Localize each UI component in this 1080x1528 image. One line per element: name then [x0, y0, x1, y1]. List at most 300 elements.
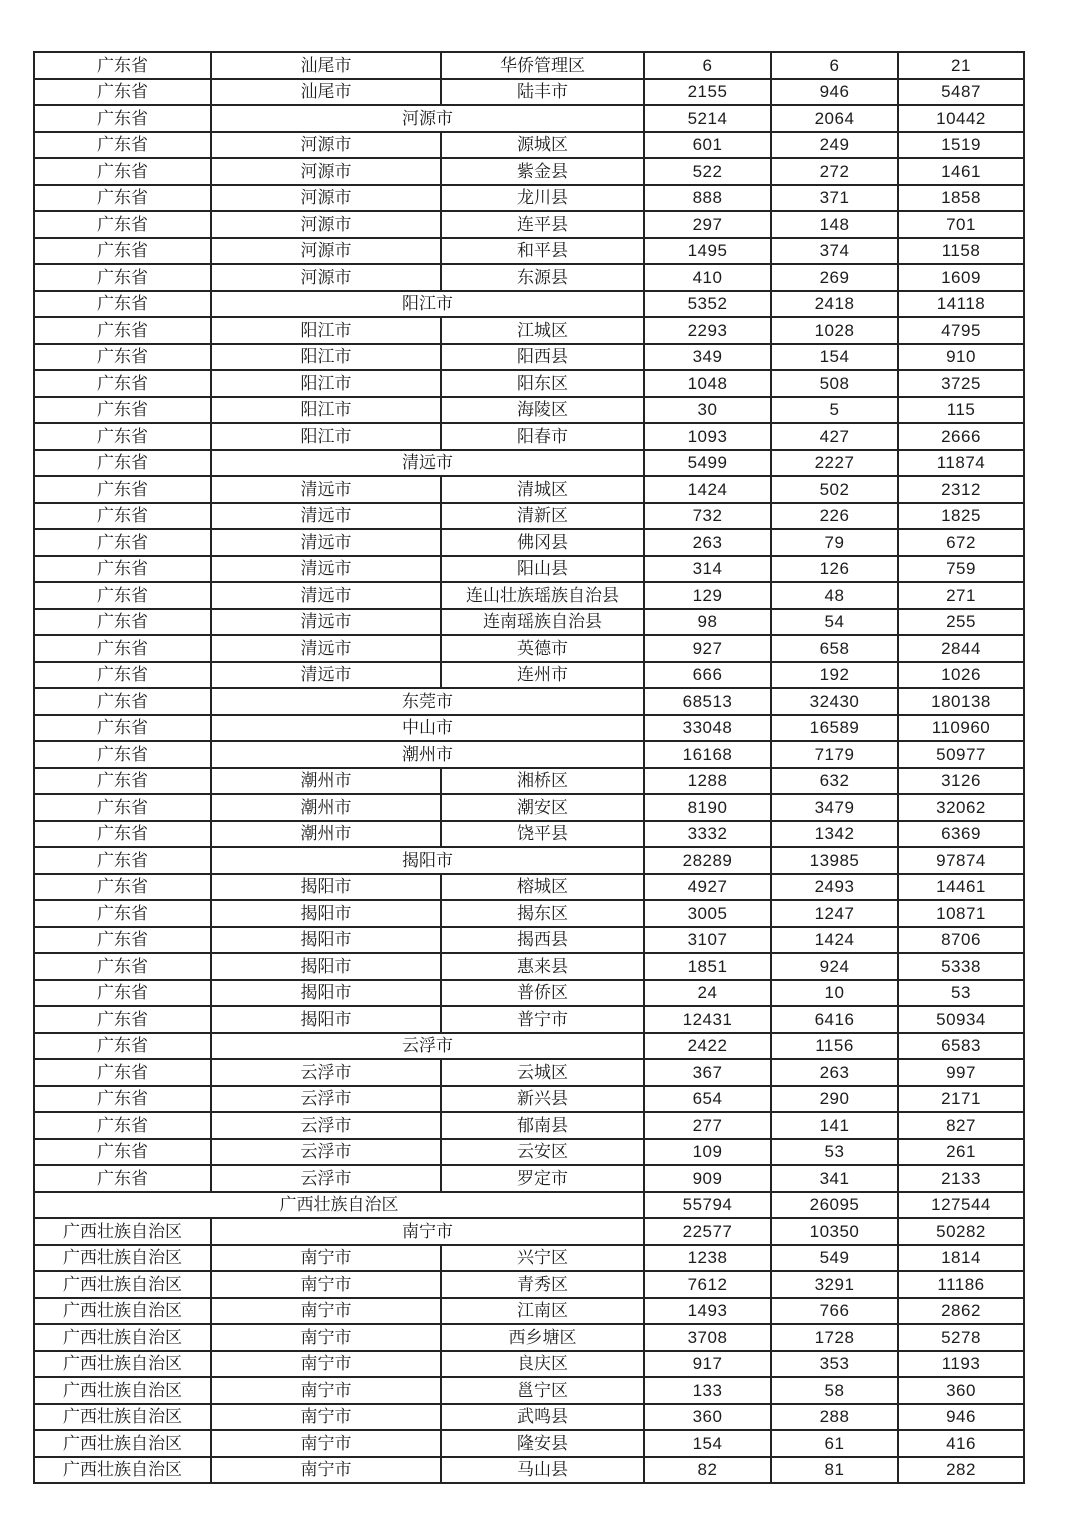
city-cell: 阳江市 [211, 423, 441, 450]
city-cell: 南宁市 [211, 1218, 644, 1245]
value-cell: 22577 [644, 1218, 771, 1245]
district-cell: 紫金县 [441, 158, 644, 185]
city-cell: 清远市 [211, 662, 441, 689]
value-cell: 1288 [644, 768, 771, 795]
value-cell: 1609 [898, 264, 1024, 291]
value-cell: 4795 [898, 317, 1024, 344]
value-cell: 2227 [771, 450, 898, 477]
value-cell: 263 [771, 1059, 898, 1086]
city-cell: 云浮市 [211, 1139, 441, 1166]
value-cell: 55794 [644, 1192, 771, 1219]
table-row [34, 264, 1024, 291]
province-cell: 广东省 [34, 847, 211, 874]
value-cell: 1814 [898, 1245, 1024, 1272]
city-cell: 阳江市 [211, 370, 441, 397]
value-cell: 4927 [644, 874, 771, 901]
value-cell: 946 [771, 79, 898, 106]
table-row [34, 794, 1024, 821]
value-cell: 81 [771, 1457, 898, 1484]
value-cell: 13985 [771, 847, 898, 874]
value-cell: 360 [898, 1377, 1024, 1404]
value-cell: 341 [771, 1165, 898, 1192]
table-row [34, 52, 1024, 79]
value-cell: 1519 [898, 132, 1024, 159]
district-cell: 兴宁区 [441, 1245, 644, 1272]
value-cell: 3005 [644, 900, 771, 927]
value-cell: 154 [771, 344, 898, 371]
value-cell: 288 [771, 1404, 898, 1431]
table-row [34, 476, 1024, 503]
value-cell: 53 [771, 1139, 898, 1166]
province-cell: 广西壮族自治区 [34, 1324, 211, 1351]
province-cell: 广东省 [34, 821, 211, 848]
value-cell: 50282 [898, 1218, 1024, 1245]
table-row [34, 344, 1024, 371]
value-cell: 927 [644, 635, 771, 662]
table-row [34, 927, 1024, 954]
city-cell: 南宁市 [211, 1404, 441, 1431]
province-cell: 广东省 [34, 476, 211, 503]
value-cell: 11874 [898, 450, 1024, 477]
province-cell: 广东省 [34, 317, 211, 344]
value-cell: 360 [644, 1404, 771, 1431]
district-cell: 武鸣县 [441, 1404, 644, 1431]
value-cell: 2422 [644, 1033, 771, 1060]
table-row [34, 158, 1024, 185]
value-cell: 12431 [644, 1006, 771, 1033]
table-row [34, 1218, 1024, 1245]
value-cell: 16589 [771, 715, 898, 742]
table-row [34, 132, 1024, 159]
value-cell: 632 [771, 768, 898, 795]
value-cell: 427 [771, 423, 898, 450]
city-cell: 揭阳市 [211, 927, 441, 954]
province-cell: 广西壮族自治区 [34, 1404, 211, 1431]
city-cell: 阳江市 [211, 317, 441, 344]
province-cell: 广东省 [34, 688, 211, 715]
table-row [34, 185, 1024, 212]
city-cell: 东莞市 [211, 688, 644, 715]
value-cell: 997 [898, 1059, 1024, 1086]
value-cell: 7179 [771, 741, 898, 768]
value-cell: 1424 [771, 927, 898, 954]
value-cell: 924 [771, 953, 898, 980]
province-cell: 广东省 [34, 768, 211, 795]
value-cell: 888 [644, 185, 771, 212]
district-cell: 青秀区 [441, 1271, 644, 1298]
value-cell: 10350 [771, 1218, 898, 1245]
value-cell: 1825 [898, 503, 1024, 530]
value-cell: 732 [644, 503, 771, 530]
value-cell: 3479 [771, 794, 898, 821]
value-cell: 10 [771, 980, 898, 1007]
province-cell: 广西壮族自治区 [34, 1377, 211, 1404]
value-cell: 1238 [644, 1245, 771, 1272]
table-row [34, 291, 1024, 318]
district-cell: 阳山县 [441, 556, 644, 583]
table-row [34, 450, 1024, 477]
district-cell: 英德市 [441, 635, 644, 662]
value-cell: 3708 [644, 1324, 771, 1351]
value-cell: 1858 [898, 185, 1024, 212]
district-cell: 佛冈县 [441, 529, 644, 556]
table-row [34, 211, 1024, 238]
value-cell: 6 [644, 52, 771, 79]
value-cell: 10871 [898, 900, 1024, 927]
city-cell: 潮州市 [211, 741, 644, 768]
city-cell: 云浮市 [211, 1033, 644, 1060]
table-row [34, 105, 1024, 132]
district-cell: 饶平县 [441, 821, 644, 848]
value-cell: 2293 [644, 317, 771, 344]
value-cell: 6 [771, 52, 898, 79]
province-cell: 广东省 [34, 953, 211, 980]
value-cell: 2312 [898, 476, 1024, 503]
district-cell: 西乡塘区 [441, 1324, 644, 1351]
value-cell: 522 [644, 158, 771, 185]
province-cell: 广东省 [34, 609, 211, 636]
table-row [34, 953, 1024, 980]
value-cell: 658 [771, 635, 898, 662]
city-cell: 清远市 [211, 556, 441, 583]
value-cell: 2133 [898, 1165, 1024, 1192]
value-cell: 3332 [644, 821, 771, 848]
value-cell: 666 [644, 662, 771, 689]
province-cell: 广东省 [34, 1139, 211, 1166]
value-cell: 269 [771, 264, 898, 291]
city-cell: 揭阳市 [211, 980, 441, 1007]
value-cell: 367 [644, 1059, 771, 1086]
city-cell: 清远市 [211, 529, 441, 556]
value-cell: 271 [898, 582, 1024, 609]
table-row [34, 980, 1024, 1007]
value-cell: 1158 [898, 238, 1024, 265]
table-row [34, 317, 1024, 344]
province-cell: 广东省 [34, 79, 211, 106]
table-row [34, 1245, 1024, 1272]
province-cell: 广东省 [34, 874, 211, 901]
stats-table-body [34, 52, 1024, 1483]
province-cell: 广东省 [34, 423, 211, 450]
value-cell: 349 [644, 344, 771, 371]
table-row [34, 370, 1024, 397]
value-cell: 6369 [898, 821, 1024, 848]
province-cell: 广西壮族自治区 [34, 1298, 211, 1325]
province-cell: 广西壮族自治区 [34, 1351, 211, 1378]
value-cell: 410 [644, 264, 771, 291]
value-cell: 297 [644, 211, 771, 238]
district-cell: 江城区 [441, 317, 644, 344]
table-row [34, 900, 1024, 927]
province-cell: 广东省 [34, 397, 211, 424]
city-cell: 潮州市 [211, 794, 441, 821]
table-row [34, 1271, 1024, 1298]
value-cell: 1156 [771, 1033, 898, 1060]
city-cell: 阳江市 [211, 291, 644, 318]
province-cell: 广东省 [34, 238, 211, 265]
value-cell: 2844 [898, 635, 1024, 662]
district-cell: 阳西县 [441, 344, 644, 371]
province-cell: 广东省 [34, 132, 211, 159]
value-cell: 53 [898, 980, 1024, 1007]
city-cell: 阳江市 [211, 344, 441, 371]
value-cell: 126 [771, 556, 898, 583]
district-cell: 郁南县 [441, 1112, 644, 1139]
city-cell: 潮州市 [211, 768, 441, 795]
region-statistics-table [33, 51, 1025, 1484]
province-cell: 广东省 [34, 556, 211, 583]
value-cell: 133 [644, 1377, 771, 1404]
province-cell: 广西壮族自治区 [34, 1457, 211, 1484]
value-cell: 1247 [771, 900, 898, 927]
city-cell: 南宁市 [211, 1245, 441, 1272]
district-cell: 江南区 [441, 1298, 644, 1325]
table-row [34, 768, 1024, 795]
district-cell: 龙川县 [441, 185, 644, 212]
district-cell: 东源县 [441, 264, 644, 291]
table-row [34, 556, 1024, 583]
value-cell: 910 [898, 344, 1024, 371]
district-cell: 连山壮族瑶族自治县 [441, 582, 644, 609]
value-cell: 2418 [771, 291, 898, 318]
table-row [34, 1112, 1024, 1139]
value-cell: 946 [898, 1404, 1024, 1431]
province-cell: 广东省 [34, 582, 211, 609]
city-cell: 汕尾市 [211, 52, 441, 79]
value-cell: 180138 [898, 688, 1024, 715]
city-cell: 南宁市 [211, 1298, 441, 1325]
value-cell: 61 [771, 1430, 898, 1457]
value-cell: 3291 [771, 1271, 898, 1298]
city-cell: 揭阳市 [211, 900, 441, 927]
table-row [34, 821, 1024, 848]
value-cell: 502 [771, 476, 898, 503]
table-row [34, 662, 1024, 689]
table-row [34, 1324, 1024, 1351]
table-row [34, 1006, 1024, 1033]
table-row [34, 715, 1024, 742]
city-cell: 清远市 [211, 609, 441, 636]
district-cell: 潮安区 [441, 794, 644, 821]
value-cell: 11186 [898, 1271, 1024, 1298]
value-cell: 14461 [898, 874, 1024, 901]
value-cell: 50977 [898, 741, 1024, 768]
city-cell: 潮州市 [211, 821, 441, 848]
district-cell: 连南瑶族自治县 [441, 609, 644, 636]
value-cell: 255 [898, 609, 1024, 636]
value-cell: 7612 [644, 1271, 771, 1298]
district-cell: 海陵区 [441, 397, 644, 424]
table-row [34, 1351, 1024, 1378]
value-cell: 353 [771, 1351, 898, 1378]
value-cell: 21 [898, 52, 1024, 79]
table-row [34, 1377, 1024, 1404]
value-cell: 82 [644, 1457, 771, 1484]
value-cell: 549 [771, 1245, 898, 1272]
province-cell: 广东省 [34, 1112, 211, 1139]
city-cell: 南宁市 [211, 1377, 441, 1404]
city-cell: 揭阳市 [211, 953, 441, 980]
value-cell: 3126 [898, 768, 1024, 795]
province-cell: 广东省 [34, 1086, 211, 1113]
value-cell: 1048 [644, 370, 771, 397]
city-cell: 云浮市 [211, 1059, 441, 1086]
value-cell: 32430 [771, 688, 898, 715]
city-cell: 河源市 [211, 185, 441, 212]
city-cell: 河源市 [211, 238, 441, 265]
value-cell: 1193 [898, 1351, 1024, 1378]
province-cell: 广东省 [34, 211, 211, 238]
city-cell: 云浮市 [211, 1112, 441, 1139]
district-cell: 榕城区 [441, 874, 644, 901]
value-cell: 759 [898, 556, 1024, 583]
district-cell: 隆安县 [441, 1430, 644, 1457]
value-cell: 5352 [644, 291, 771, 318]
district-cell: 良庆区 [441, 1351, 644, 1378]
value-cell: 5 [771, 397, 898, 424]
district-cell: 新兴县 [441, 1086, 644, 1113]
district-cell: 源城区 [441, 132, 644, 159]
value-cell: 2493 [771, 874, 898, 901]
table-row [34, 609, 1024, 636]
district-cell: 惠来县 [441, 953, 644, 980]
province-cell: 广东省 [34, 927, 211, 954]
value-cell: 909 [644, 1165, 771, 1192]
value-cell: 98 [644, 609, 771, 636]
value-cell: 5338 [898, 953, 1024, 980]
value-cell: 1493 [644, 1298, 771, 1325]
city-cell: 河源市 [211, 158, 441, 185]
province-cell: 广东省 [34, 291, 211, 318]
value-cell: 14118 [898, 291, 1024, 318]
value-cell: 5487 [898, 79, 1024, 106]
table-row [34, 1192, 1024, 1219]
district-cell: 云城区 [441, 1059, 644, 1086]
city-cell: 南宁市 [211, 1457, 441, 1484]
value-cell: 115 [898, 397, 1024, 424]
district-cell: 罗定市 [441, 1165, 644, 1192]
province-cell: 广东省 [34, 741, 211, 768]
value-cell: 314 [644, 556, 771, 583]
value-cell: 58 [771, 1377, 898, 1404]
table-row [34, 1430, 1024, 1457]
city-cell: 清远市 [211, 476, 441, 503]
table-row [34, 1457, 1024, 1484]
value-cell: 97874 [898, 847, 1024, 874]
value-cell: 79 [771, 529, 898, 556]
value-cell: 2171 [898, 1086, 1024, 1113]
value-cell: 154 [644, 1430, 771, 1457]
value-cell: 10442 [898, 105, 1024, 132]
province-cell: 广东省 [34, 503, 211, 530]
district-cell: 华侨管理区 [441, 52, 644, 79]
city-cell: 汕尾市 [211, 79, 441, 106]
province-cell: 广西壮族自治区 [34, 1218, 211, 1245]
value-cell: 16168 [644, 741, 771, 768]
district-cell: 连平县 [441, 211, 644, 238]
table-row [34, 874, 1024, 901]
table-row [34, 503, 1024, 530]
province-cell: 广东省 [34, 1033, 211, 1060]
value-cell: 2064 [771, 105, 898, 132]
district-cell: 连州市 [441, 662, 644, 689]
value-cell: 290 [771, 1086, 898, 1113]
city-cell: 南宁市 [211, 1351, 441, 1378]
province-cell: 广东省 [34, 105, 211, 132]
district-cell: 邕宁区 [441, 1377, 644, 1404]
value-cell: 917 [644, 1351, 771, 1378]
province-cell: 广东省 [34, 980, 211, 1007]
table-row [34, 1033, 1024, 1060]
city-cell: 南宁市 [211, 1430, 441, 1457]
value-cell: 8190 [644, 794, 771, 821]
city-cell: 河源市 [211, 132, 441, 159]
province-cell: 广东省 [34, 1059, 211, 1086]
city-cell: 清远市 [211, 582, 441, 609]
city-cell: 揭阳市 [211, 874, 441, 901]
value-cell: 129 [644, 582, 771, 609]
table-row [34, 741, 1024, 768]
value-cell: 1851 [644, 953, 771, 980]
province-cell: 广东省 [34, 529, 211, 556]
value-cell: 3107 [644, 927, 771, 954]
province-cell: 广东省 [34, 344, 211, 371]
value-cell: 8706 [898, 927, 1024, 954]
value-cell: 141 [771, 1112, 898, 1139]
table-row [34, 423, 1024, 450]
province-cell: 广东省 [34, 662, 211, 689]
value-cell: 282 [898, 1457, 1024, 1484]
value-cell: 654 [644, 1086, 771, 1113]
city-cell: 河源市 [211, 211, 441, 238]
value-cell: 1026 [898, 662, 1024, 689]
city-cell: 阳江市 [211, 397, 441, 424]
table-row [34, 79, 1024, 106]
value-cell: 1028 [771, 317, 898, 344]
table-row [34, 238, 1024, 265]
value-cell: 374 [771, 238, 898, 265]
value-cell: 1342 [771, 821, 898, 848]
table-row [34, 529, 1024, 556]
value-cell: 249 [771, 132, 898, 159]
table-row [34, 688, 1024, 715]
province-cell: 广东省 [34, 635, 211, 662]
city-cell: 中山市 [211, 715, 644, 742]
district-cell: 阳春市 [441, 423, 644, 450]
city-cell: 揭阳市 [211, 847, 644, 874]
value-cell: 68513 [644, 688, 771, 715]
district-cell: 清新区 [441, 503, 644, 530]
value-cell: 26095 [771, 1192, 898, 1219]
city-cell: 清远市 [211, 450, 644, 477]
province-cell: 广东省 [34, 185, 211, 212]
district-cell: 湘桥区 [441, 768, 644, 795]
city-cell: 河源市 [211, 105, 644, 132]
district-cell: 马山县 [441, 1457, 644, 1484]
value-cell: 148 [771, 211, 898, 238]
province-cell: 广东省 [34, 158, 211, 185]
value-cell: 1093 [644, 423, 771, 450]
province-cell: 广西壮族自治区 [34, 1245, 211, 1272]
district-cell: 揭东区 [441, 900, 644, 927]
province-cell: 广东省 [34, 900, 211, 927]
district-cell: 普侨区 [441, 980, 644, 1007]
table-row [34, 635, 1024, 662]
value-cell: 2862 [898, 1298, 1024, 1325]
province-cell: 广西壮族自治区 [34, 1430, 211, 1457]
value-cell: 261 [898, 1139, 1024, 1166]
value-cell: 5214 [644, 105, 771, 132]
